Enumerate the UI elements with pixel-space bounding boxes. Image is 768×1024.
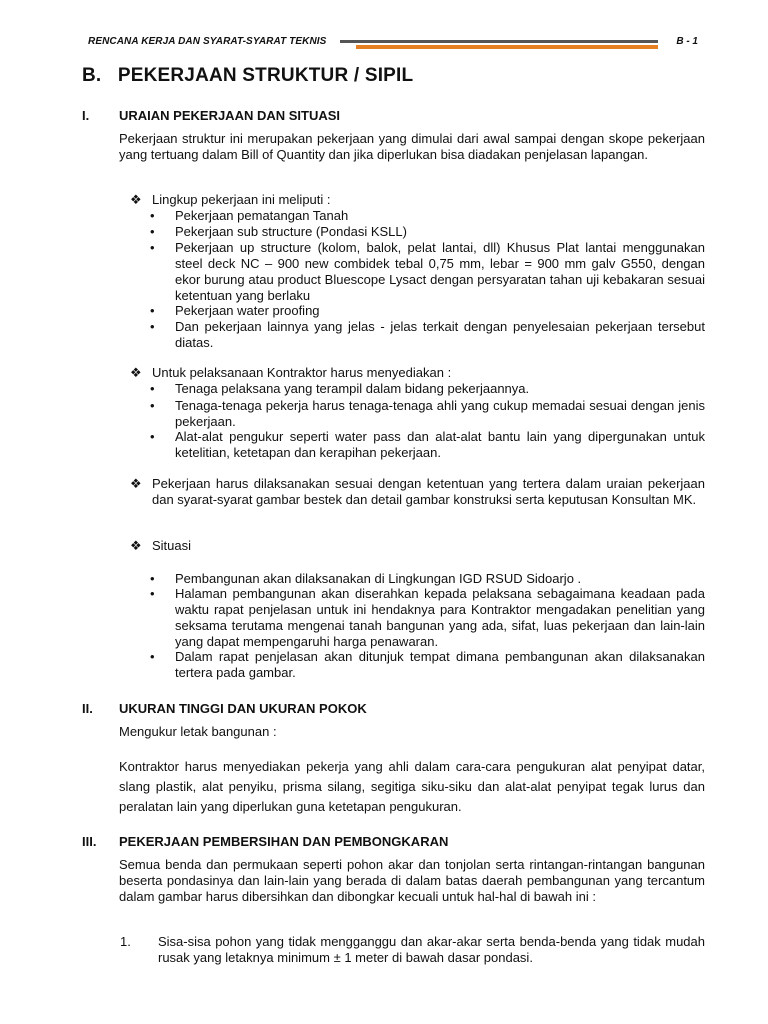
list-item	[150, 649, 705, 681]
list-item	[150, 398, 705, 430]
document-title: B. PEKERJAAN STRUKTUR / SIPIL	[82, 65, 414, 86]
section-1-number: I.	[82, 108, 90, 123]
list-item	[150, 224, 705, 240]
situasi-marker	[130, 538, 152, 554]
list-item	[150, 303, 705, 319]
bullet-icon: •	[150, 381, 155, 396]
list-item-text: Halaman pembangunan akan diserahkan kepada pelaksana sebagaimana keadaan pada waktu rapat penjelasan untuk ini hendaknya para Kontraktor mengadakan penelitian yang seksama terutama mengenai tanah bangunan yang ada, sifat, luas pekerjaan dan lain-lain yang dapat mempengaruhi harga penawaran.	[175, 586, 705, 649]
list-item-text: Dan pekerjaan lainnya yang jelas - jelas terkait dengan penyelesaian pekerjaan tersebut diatas.	[175, 319, 705, 350]
item-text: Sisa-sisa pohon yang tidak mengganggu dan akar-akar serta benda-benda yang tidak mudah rusak yang letaknya minimum ± 1 meter di bawah dasar pondasi.	[158, 934, 705, 965]
list-item	[150, 586, 705, 650]
list-item-text: Pekerjaan sub structure (Pondasi KSLL)	[175, 224, 407, 239]
list-item-text: Alat-alat pengukur seperti water pass dan alat-alat bantu lain yang dipergunakan untuk ketelitian, ketetapan dan kerapihan pekerjaan.	[175, 429, 705, 460]
section-2-title: UKURAN TINGGI DAN UKURAN POKOK	[119, 701, 367, 716]
list-item-text: Tenaga-tenaga pekerja harus tenaga-tenaga ahli yang cukup memadai sesuai dengan jenis pekerjaan.	[175, 398, 705, 429]
bullet-icon: •	[150, 398, 155, 413]
situasi-heading: Situasi	[152, 538, 192, 553]
list-item	[150, 571, 705, 587]
section-1-intro: Pekerjaan struktur ini merupakan pekerjaan yang dimulai dari awal sampai dengan skope pekerjaan yang tertuang dalam Bill of Quantity dan jika diperlukan bisa diadakan penjelasan lapangan.	[119, 131, 705, 162]
bullet-icon: •	[150, 303, 155, 318]
list-item-text: Pekerjaan up structure (kolom, balok, pelat lantai, dll) Khusus Plat lantai menggunakan steel deck NC – 900 new combidek tebal 0,75 mm, lebar = 900 mm galv G550, dengan ekor burung atau product Bluescope Lysact dengan persyaratan tahan uji kebakaran sesuai ketentuan yang berlaku	[175, 240, 705, 303]
section-3-number: III.	[82, 834, 97, 849]
numbered-item	[120, 934, 705, 966]
pelaksanaan-marker	[130, 365, 152, 381]
diamond-bullet-icon: ❖	[130, 365, 142, 380]
diamond-bullet-icon: ❖	[130, 192, 142, 207]
section-2-paragraph-1: Mengukur letak bangunan :	[119, 724, 277, 739]
list-item-text: Pembangunan akan dilaksanakan di Lingkungan IGD RSUD Sidoarjo .	[175, 571, 582, 586]
item-number: 1.	[120, 934, 131, 949]
bullet-icon: •	[150, 208, 155, 223]
list-item-text: Dalam rapat penjelasan akan ditunjuk tempat dimana pembangunan akan dilaksanakan tertera pada gambar.	[175, 649, 705, 680]
pekerjaan-marker	[130, 476, 152, 492]
list-item-text: Pekerjaan water proofing	[175, 303, 320, 318]
header-rule-orange	[356, 45, 658, 49]
lingkup-marker	[130, 192, 152, 208]
lingkup-heading: Lingkup pekerjaan ini meliputi :	[152, 192, 331, 207]
header-title: RENCANA KERJA DAN SYARAT-SYARAT TEKNIS	[88, 36, 327, 47]
bullet-icon: •	[150, 571, 155, 586]
list-item	[150, 429, 705, 461]
section-2-number: II.	[82, 701, 93, 716]
list-item-text: Tenaga pelaksana yang terampil dalam bidang pekerjaannya.	[175, 381, 530, 396]
bullet-icon: •	[150, 319, 155, 334]
list-item	[150, 208, 705, 224]
bullet-icon: •	[150, 429, 155, 444]
page-number: B - 1	[676, 36, 698, 47]
section-2-paragraph-2: Kontraktor harus menyediakan pekerja yang ahli dalam cara-cara pengukuran alat penyipat datar, slang plastik, alat penyiku, prisma silang, segitiga siku-siku dan alat-alat penyipat tegak lurus dan peralatan lain yang diperlukan guna ketetapan pengukuran.	[119, 759, 705, 814]
pelaksanaan-heading: Untuk pelaksanaan Kontraktor harus menyediakan :	[152, 365, 452, 380]
bullet-icon: •	[150, 586, 155, 601]
section-1-title: URAIAN PEKERJAAN DAN SITUASI	[119, 108, 341, 123]
bullet-icon: •	[150, 240, 155, 255]
list-item	[150, 240, 705, 304]
section-3-title: PEKERJAAN PEMBERSIHAN DAN PEMBONGKARAN	[119, 834, 449, 849]
diamond-bullet-icon: ❖	[130, 476, 142, 491]
diamond-bullet-icon: ❖	[130, 538, 142, 553]
list-item	[150, 381, 705, 397]
bullet-icon: •	[150, 649, 155, 664]
list-item-text: Pekerjaan pematangan Tanah	[175, 208, 349, 223]
page-header	[88, 36, 698, 52]
header-rule-dark	[340, 40, 658, 43]
bullet-icon: •	[150, 224, 155, 239]
pekerjaan-paragraph: Pekerjaan harus dilaksanakan sesuai dengan ketentuan yang tertera dalam uraian pekerjaan dan syarat-syarat gambar bestek dan detail gambar konstruksi serta keputusan Konsultan MK.	[152, 476, 705, 507]
section-3-paragraph: Semua benda dan permukaan seperti pohon akar dan tonjolan serta rintangan-rintangan bangunan beserta pondasinya dan lain-lain yang berada di dalam batas daerah pembangunan yang tercantum dalam gambar harus dibersihkan dan dibongkar kecuali untuk hal-hal di bawah ini :	[119, 857, 705, 904]
list-item	[150, 319, 705, 351]
